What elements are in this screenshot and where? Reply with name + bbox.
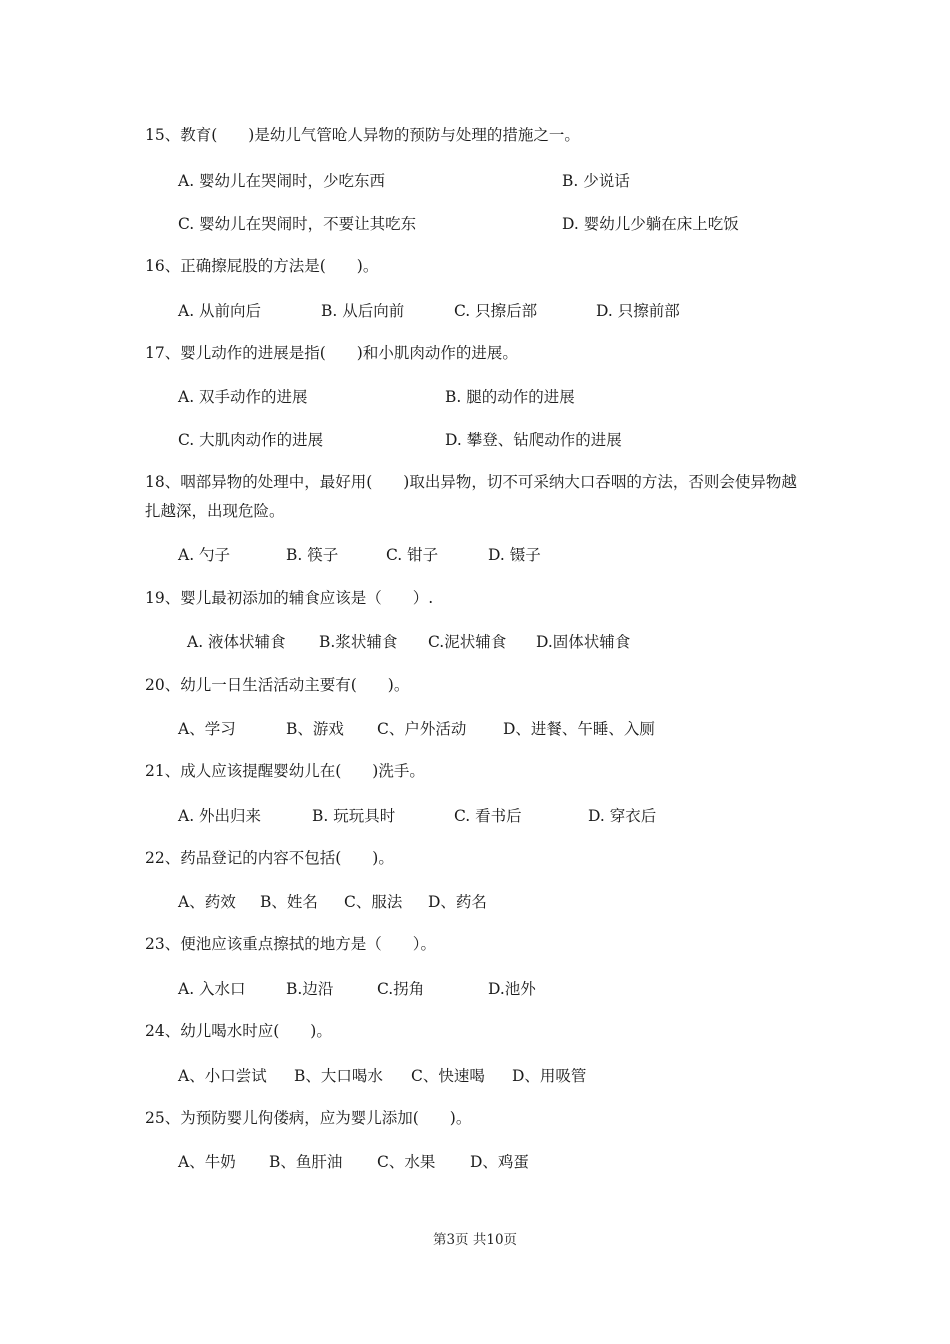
option-19-c: C.泥状辅食 — [428, 633, 507, 651]
question-20: 20、幼儿一日生活活动主要有( )。 — [145, 676, 410, 694]
option-15-a: A. 婴幼儿在哭闹时，少吃东西 — [178, 172, 386, 190]
option-21-d: D. 穿衣后 — [588, 807, 657, 825]
option-20-c: C、户外活动 — [377, 720, 467, 738]
option-16-d: D. 只擦前部 — [596, 302, 680, 320]
question-17: 17、婴儿动作的进展是指( )和小肌肉动作的进展。 — [145, 344, 518, 362]
question-21: 21、成人应该提醒婴幼儿在( )洗手。 — [145, 762, 425, 780]
option-24-a: A、小口尝试 — [178, 1067, 267, 1085]
option-19-a: A. 液体状辅食 — [187, 633, 286, 651]
option-18-a: A. 勺子 — [178, 546, 231, 564]
option-25-a: A、牛奶 — [178, 1153, 236, 1171]
question-25: 25、为预防婴儿佝偻病，应为婴儿添加( )。 — [145, 1109, 472, 1127]
option-15-b: B. 少说话 — [562, 172, 630, 190]
question-23: 23、便池应该重点擦拭的地方是（ ）。 — [145, 935, 436, 953]
option-24-d: D、用吸管 — [512, 1067, 587, 1085]
question-24: 24、幼儿喝水时应( )。 — [145, 1022, 332, 1040]
option-18-b: B. 筷子 — [286, 546, 339, 564]
option-20-d: D、进餐、午睡、入厕 — [503, 720, 655, 738]
option-18-d: D. 镊子 — [488, 546, 541, 564]
option-22-a: A、药效 — [178, 893, 236, 911]
option-19-d: D.固体状辅食 — [536, 633, 631, 651]
option-22-c: C、服法 — [344, 893, 403, 911]
option-21-b: B. 玩玩具时 — [312, 807, 396, 825]
option-23-a: A. 入水口 — [178, 980, 246, 998]
option-23-c: C.拐角 — [377, 980, 425, 998]
question-19: 19、婴儿最初添加的辅食应该是（ ）. — [145, 589, 434, 607]
option-16-b: B. 从后向前 — [321, 302, 405, 320]
option-20-b: B、游戏 — [286, 720, 344, 738]
option-17-a: A. 双手动作的进展 — [178, 388, 308, 406]
option-24-c: C、快速喝 — [411, 1067, 485, 1085]
option-19-b: B.浆状辅食 — [319, 633, 398, 651]
option-16-a: A. 从前向后 — [178, 302, 262, 320]
option-23-b: B.边沿 — [286, 980, 334, 998]
option-15-d: D. 婴幼儿少躺在床上吃饭 — [562, 215, 739, 233]
option-20-a: A、学习 — [178, 720, 236, 738]
option-21-a: A. 外出归来 — [178, 807, 262, 825]
option-21-c: C. 看书后 — [454, 807, 522, 825]
option-25-d: D、鸡蛋 — [470, 1153, 529, 1171]
question-18: 18、咽部异物的处理中，最好用( )取出异物，切不可采纳大口吞咽的方法，否则会使异物越扎越深，出现危险。 — [145, 473, 797, 520]
option-15-c: C. 婴幼儿在哭闹时，不要让其吃东 — [178, 215, 417, 233]
option-22-b: B、姓名 — [260, 893, 318, 911]
option-17-d: D. 攀登、钻爬动作的进展 — [445, 431, 622, 449]
option-24-b: B、大口喝水 — [294, 1067, 383, 1085]
option-25-c: C、水果 — [377, 1153, 436, 1171]
option-18-c: C. 钳子 — [386, 546, 439, 564]
option-17-b: B. 腿的动作的进展 — [445, 388, 575, 406]
question-16: 16、正确擦屁股的方法是( )。 — [145, 257, 379, 275]
option-23-d: D.池外 — [488, 980, 536, 998]
question-15: 15、教育( )是幼儿气管呛人异物的预防与处理的措施之一。 — [145, 126, 580, 144]
option-16-c: C. 只擦后部 — [454, 302, 538, 320]
option-25-b: B、鱼肝油 — [269, 1153, 343, 1171]
page-number: 第3页 共10页 — [432, 1232, 518, 1248]
question-22: 22、药品登记的内容不包括( )。 — [145, 849, 394, 867]
option-17-c: C. 大肌肉动作的进展 — [178, 431, 324, 449]
option-22-d: D、药名 — [428, 893, 487, 911]
